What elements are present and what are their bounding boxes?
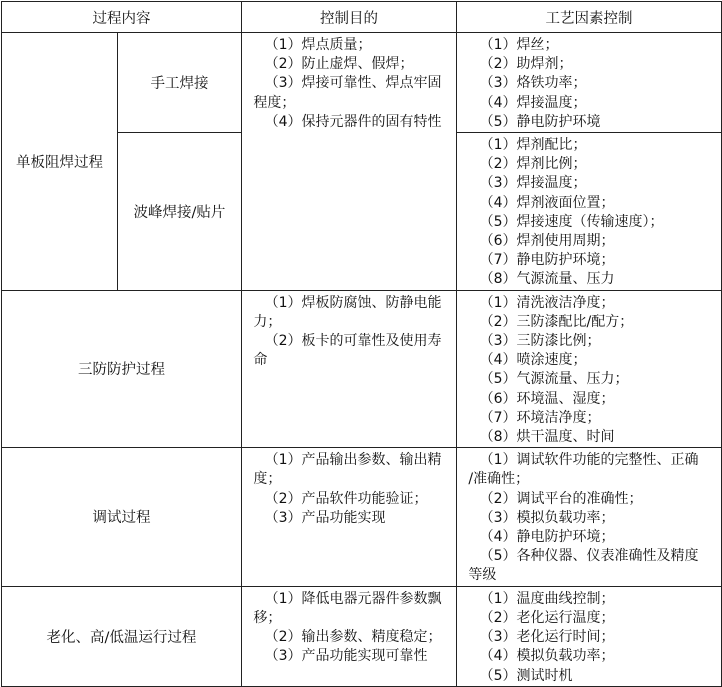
purpose-line: 命 [253,352,268,369]
purpose-line: 力； [253,313,282,330]
factor-cell [457,448,722,586]
process-name: 单板阻焊过程 [2,33,118,291]
factor-line: （4）模拟负载功率； [479,648,615,665]
purpose-cell [242,290,457,448]
table-row [2,586,722,686]
factor-line: （1）清洗液洁净度； [479,294,615,311]
factor-line: （2）焊剂比例； [479,156,587,173]
factor-line: （4）焊接温度； [479,94,587,111]
factor-line: 等级 [468,567,497,584]
factor-line: （3）三防漆比例； [479,333,601,350]
factor-cell [457,33,722,133]
purpose-cell [242,586,457,686]
process-name: 调试过程 [2,448,242,586]
factor-cell [457,586,722,686]
factor-line: （1）焊丝； [479,37,559,53]
factor-line: （2）调试平台的准确性； [479,490,643,507]
factor-cell [457,133,722,291]
factor-line: （3）烙铁功率； [479,75,587,92]
factor-line: （5）静电防护环境 [479,113,601,130]
header-row [2,2,722,33]
purpose-line: （2）防止虚焊、假焊； [264,56,414,73]
header-factors: 工艺因素控制 [457,2,722,33]
purpose-line: 度； [253,471,282,488]
purpose-line: （4）保持元器件的固有特性 [264,113,442,130]
factor-line: /准确性； [468,471,530,488]
purpose-line: 程度； [253,94,296,111]
process-name: 老化、高/低温运行过程 [2,586,242,686]
factor-line: （1）温度曲线控制； [479,590,615,607]
table-row [2,448,722,586]
factor-line: （1）焊剂配比； [479,137,587,154]
factor-line: （6）环境温、湿度； [479,390,615,407]
factor-line: （8）烘干温度、时间 [479,429,615,446]
purpose-line: 移； [253,609,282,626]
factor-line: （5）测试时机 [479,667,573,684]
purpose-line: （3）焊接可靠性、焊点牢固 [264,75,442,92]
table-row [2,290,722,448]
purpose-cell [242,33,457,291]
factor-line: （4）静电防护环境； [479,529,615,546]
purpose-line: （1）降低电器元器件参数飘 [264,590,442,607]
factor-line: （5）焊接速度（传输速度）； [479,213,664,230]
table-row [2,33,722,133]
header-process: 过程内容 [2,2,242,33]
factor-line: （4）喷涂速度； [479,352,587,369]
factor-line: （7）静电防护环境； [479,252,615,269]
factor-line: （8）气源流量、压力 [479,271,615,288]
purpose-line: （2）产品软件功能验证； [264,490,428,507]
sub-process-name: 波峰焊接/贴片 [118,133,242,291]
factor-line: （1）调试软件功能的完整性、正确 [479,452,699,469]
factor-line: （6）焊剂使用周期； [479,233,615,250]
factor-line: （4）焊剂液面位置； [479,194,615,211]
process-control-table [1,1,722,687]
process-name: 三防防护过程 [2,290,242,448]
factor-line: （5）各种仪器、仪表准确性及精度 [479,548,699,565]
sub-process-name: 手工焊接 [118,33,242,133]
factor-line: （5）气源流量、压力； [479,371,629,388]
purpose-cell [242,448,457,586]
purpose-line: （2）输出参数、精度稳定； [264,629,442,646]
factor-line: （3）焊接温度； [479,175,587,192]
factor-cell [457,290,722,448]
purpose-line: （3）产品功能实现可靠性 [264,648,428,665]
purpose-line: （2）板卡的可靠性及使用寿 [264,333,442,350]
factor-line: （2）三防漆配比/配方； [479,313,634,330]
factor-line: （7）环境洁净度； [479,409,601,426]
factor-line: （3）模拟负载功率； [479,509,615,526]
purpose-line: （1）焊点质量； [264,37,372,53]
factor-line: （2）老化运行温度； [479,609,615,626]
purpose-line: （3）产品功能实现 [264,509,386,526]
header-purpose: 控制目的 [242,2,457,33]
purpose-line: （1）产品输出参数、输出精 [264,452,442,469]
factor-line: （2）助焊剂； [479,56,573,73]
purpose-line: （1）焊板防腐蚀、防静电能 [264,294,442,311]
factor-line: （3）老化运行时间； [479,629,615,646]
